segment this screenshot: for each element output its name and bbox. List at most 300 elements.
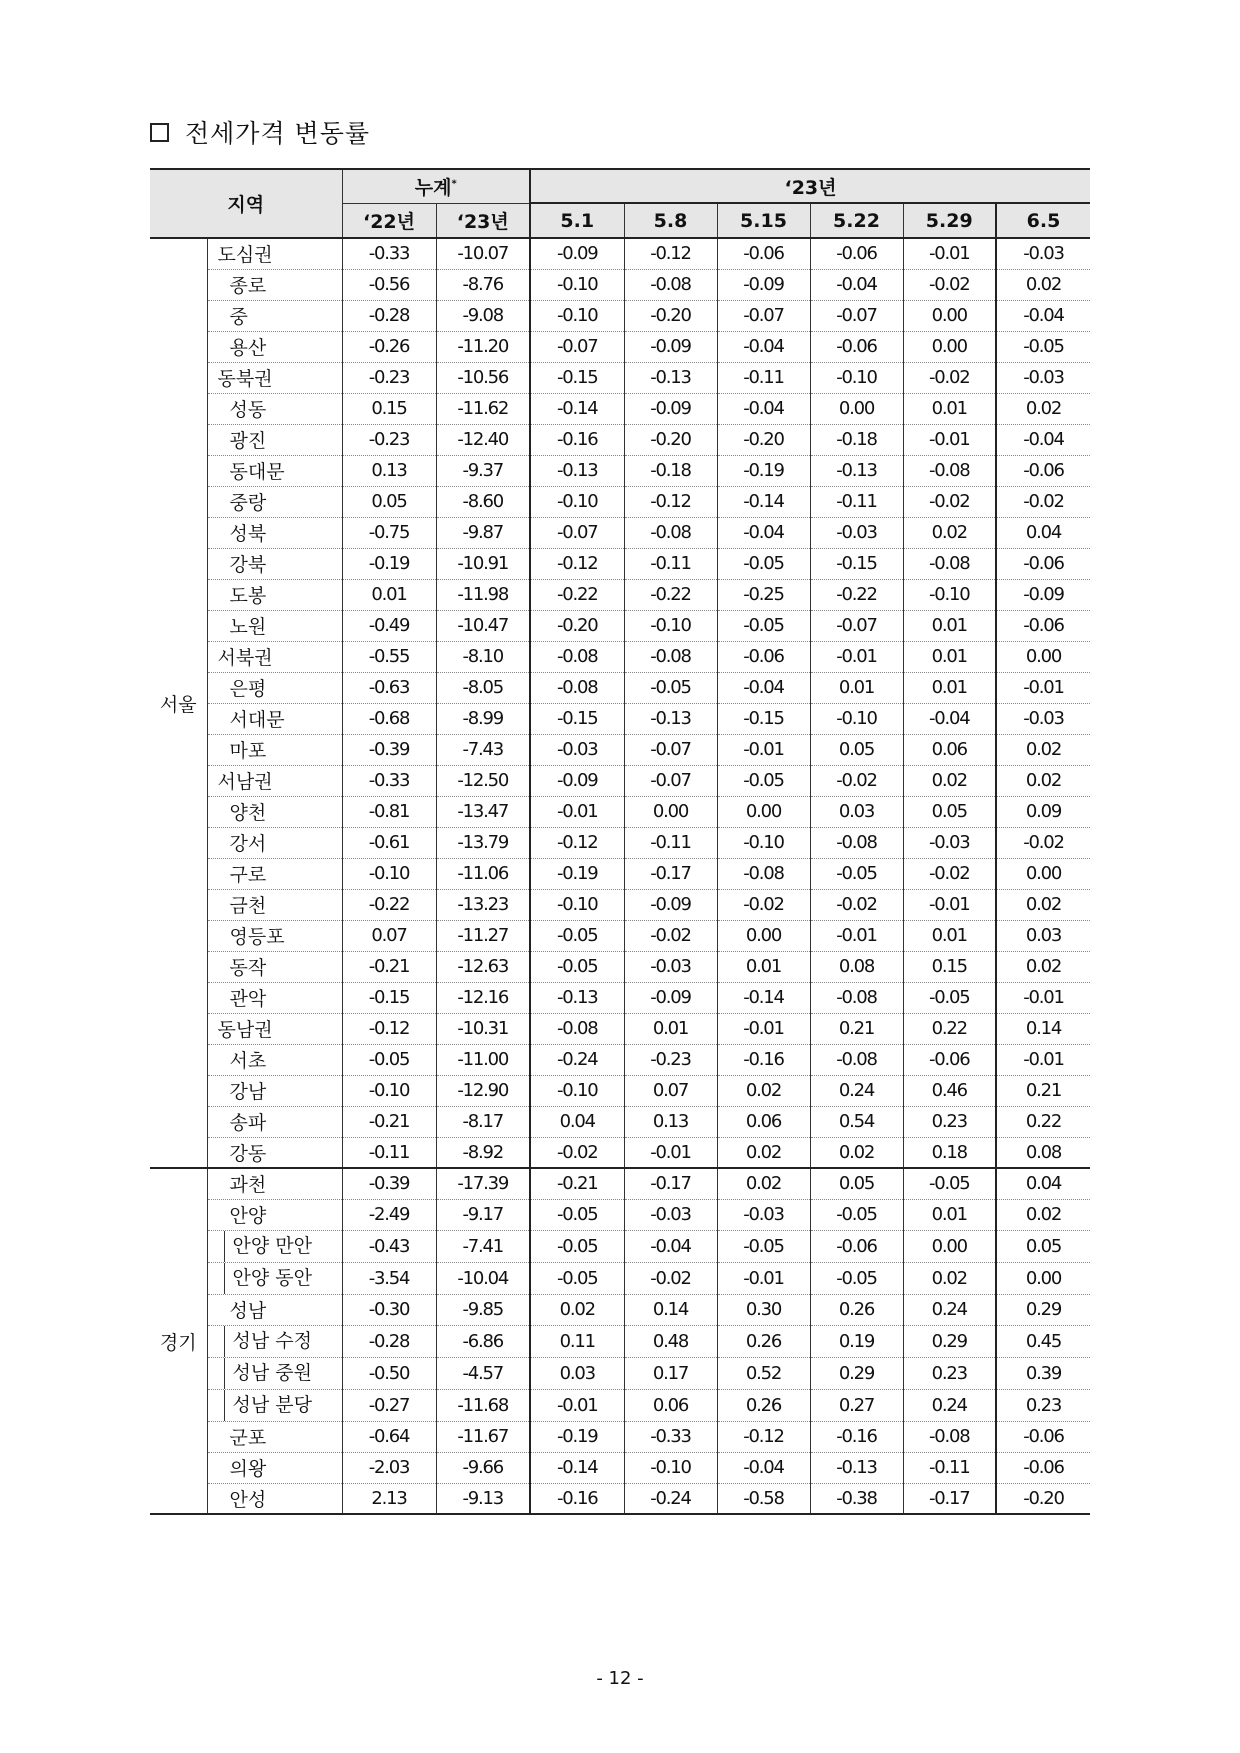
value-cell: -8.17 xyxy=(436,1106,530,1137)
value-cell: 0.02 xyxy=(903,1262,996,1294)
value-cell: -12.40 xyxy=(436,424,530,455)
value-cell: -9.66 xyxy=(436,1452,530,1483)
section-title-text: 전세가격 변동률 xyxy=(185,119,370,148)
checkbox-square-icon xyxy=(150,123,169,142)
region-name: 은평 xyxy=(207,672,342,703)
footnote-mark: * xyxy=(451,178,457,190)
region-name: 서남권 xyxy=(207,765,342,796)
value-cell: -0.20 xyxy=(530,610,624,641)
value-cell: -0.07 xyxy=(810,610,903,641)
value-cell: -0.23 xyxy=(342,424,436,455)
value-cell: -0.14 xyxy=(530,393,624,424)
value-cell: -10.91 xyxy=(436,548,530,579)
value-cell: -0.28 xyxy=(342,300,436,331)
value-cell: -13.79 xyxy=(436,827,530,858)
value-cell: -10.47 xyxy=(436,610,530,641)
table-row xyxy=(150,1168,1090,1199)
value-cell: -0.22 xyxy=(530,579,624,610)
value-cell: -0.01 xyxy=(810,920,903,951)
value-cell: 0.08 xyxy=(996,1137,1090,1168)
value-cell: -12.50 xyxy=(436,765,530,796)
value-cell: -0.38 xyxy=(810,1483,903,1514)
value-cell: -0.14 xyxy=(717,486,810,517)
value-cell: -0.02 xyxy=(996,827,1090,858)
value-cell: -11.68 xyxy=(436,1389,530,1421)
value-cell: -0.68 xyxy=(342,703,436,734)
value-cell: -0.05 xyxy=(717,1230,810,1262)
region-name: 성북 xyxy=(207,517,342,548)
value-cell: -0.09 xyxy=(530,765,624,796)
value-cell: -0.13 xyxy=(530,982,624,1013)
value-cell: -0.04 xyxy=(903,703,996,734)
value-cell: 0.00 xyxy=(903,1230,996,1262)
value-cell: -0.03 xyxy=(624,951,717,982)
value-cell: -0.05 xyxy=(624,672,717,703)
value-cell: -0.02 xyxy=(624,1262,717,1294)
value-cell: -0.39 xyxy=(342,1168,436,1199)
value-cell: -0.05 xyxy=(996,331,1090,362)
region-name-text: 성남 중원 xyxy=(232,1361,312,1384)
value-cell: 0.11 xyxy=(530,1325,624,1357)
value-cell: -0.03 xyxy=(903,827,996,858)
value-cell: -0.01 xyxy=(903,238,996,269)
region-name-text: 성남 분당 xyxy=(232,1393,312,1416)
value-cell: -10.31 xyxy=(436,1013,530,1044)
value-cell: 0.29 xyxy=(996,1294,1090,1325)
table-row xyxy=(150,1357,1090,1389)
value-cell: -0.30 xyxy=(342,1294,436,1325)
table-row xyxy=(150,1230,1090,1262)
value-cell: -0.50 xyxy=(342,1357,436,1389)
value-cell: -0.21 xyxy=(342,1106,436,1137)
value-cell: 0.03 xyxy=(810,796,903,827)
table-row xyxy=(150,703,1090,734)
header-cumulative: 누계* xyxy=(342,169,530,203)
region-name xyxy=(207,1230,342,1262)
value-cell: -0.02 xyxy=(530,1137,624,1168)
value-cell: -0.04 xyxy=(624,1230,717,1262)
value-cell: -0.04 xyxy=(717,672,810,703)
value-cell: -9.17 xyxy=(436,1199,530,1230)
value-cell: 0.23 xyxy=(903,1106,996,1137)
value-cell: -0.06 xyxy=(996,455,1090,486)
subheader-6: 5.29 xyxy=(903,203,996,238)
value-cell: -0.02 xyxy=(996,486,1090,517)
value-cell: -9.37 xyxy=(436,455,530,486)
jeonse-price-change-table xyxy=(150,168,1090,1515)
value-cell: -0.08 xyxy=(717,858,810,889)
value-cell: 0.22 xyxy=(996,1106,1090,1137)
value-cell: 0.04 xyxy=(996,1168,1090,1199)
value-cell: -0.13 xyxy=(810,455,903,486)
value-cell: -0.07 xyxy=(624,734,717,765)
table-row xyxy=(150,424,1090,455)
region-name: 강동 xyxy=(207,1137,342,1168)
table-row xyxy=(150,548,1090,579)
value-cell: -0.02 xyxy=(903,858,996,889)
value-cell: 0.02 xyxy=(530,1294,624,1325)
value-cell: -0.12 xyxy=(342,1013,436,1044)
value-cell: -0.04 xyxy=(717,393,810,424)
value-cell: -0.15 xyxy=(342,982,436,1013)
value-cell: -0.11 xyxy=(624,548,717,579)
value-cell: -0.03 xyxy=(996,362,1090,393)
value-cell: -0.07 xyxy=(810,300,903,331)
value-cell: -0.75 xyxy=(342,517,436,548)
value-cell: -0.09 xyxy=(624,982,717,1013)
value-cell: -0.03 xyxy=(530,734,624,765)
value-cell: -0.08 xyxy=(624,641,717,672)
region-name: 동북권 xyxy=(207,362,342,393)
value-cell: 0.05 xyxy=(342,486,436,517)
value-cell: -0.01 xyxy=(903,889,996,920)
value-cell: 0.06 xyxy=(717,1106,810,1137)
value-cell: 0.05 xyxy=(903,796,996,827)
value-cell: -0.10 xyxy=(530,889,624,920)
value-cell: -0.10 xyxy=(717,827,810,858)
table-row xyxy=(150,1389,1090,1421)
value-cell: 0.29 xyxy=(810,1357,903,1389)
value-cell: -0.08 xyxy=(530,641,624,672)
table-row xyxy=(150,858,1090,889)
page-number: - 12 - xyxy=(596,1668,644,1689)
value-cell: 0.01 xyxy=(624,1013,717,1044)
value-cell: -0.05 xyxy=(530,1230,624,1262)
value-cell: 0.01 xyxy=(903,610,996,641)
value-cell: 0.14 xyxy=(996,1013,1090,1044)
value-cell: 0.26 xyxy=(810,1294,903,1325)
value-cell: -0.25 xyxy=(717,579,810,610)
value-cell: -0.06 xyxy=(810,331,903,362)
region-name: 서대문 xyxy=(207,703,342,734)
value-cell: -12.90 xyxy=(436,1075,530,1106)
table-row xyxy=(150,1106,1090,1137)
header-year23: ‘23년 xyxy=(530,169,1090,203)
region-name: 구로 xyxy=(207,858,342,889)
value-cell: 0.02 xyxy=(996,889,1090,920)
value-cell: -7.43 xyxy=(436,734,530,765)
value-cell: -0.06 xyxy=(810,238,903,269)
region-name: 강서 xyxy=(207,827,342,858)
value-cell: -8.05 xyxy=(436,672,530,703)
value-cell: -0.01 xyxy=(810,641,903,672)
region-name: 동남권 xyxy=(207,1013,342,1044)
value-cell: -0.09 xyxy=(624,331,717,362)
value-cell: 0.02 xyxy=(996,1199,1090,1230)
region-name: 용산 xyxy=(207,331,342,362)
value-cell: -0.05 xyxy=(717,548,810,579)
value-cell: -0.16 xyxy=(530,424,624,455)
value-cell: -9.85 xyxy=(436,1294,530,1325)
region-name: 종로 xyxy=(207,269,342,300)
table-row xyxy=(150,951,1090,982)
value-cell: -9.87 xyxy=(436,517,530,548)
table-row xyxy=(150,610,1090,641)
value-cell: 0.21 xyxy=(810,1013,903,1044)
value-cell: -0.10 xyxy=(810,703,903,734)
table-row xyxy=(150,889,1090,920)
value-cell: -0.06 xyxy=(996,1421,1090,1452)
region-name: 중 xyxy=(207,300,342,331)
region-name: 노원 xyxy=(207,610,342,641)
region-name: 성동 xyxy=(207,393,342,424)
region-name: 송파 xyxy=(207,1106,342,1137)
value-cell: -0.01 xyxy=(903,424,996,455)
table-row xyxy=(150,455,1090,486)
value-cell: -0.03 xyxy=(624,1199,717,1230)
value-cell: -0.03 xyxy=(996,238,1090,269)
value-cell: -0.05 xyxy=(903,982,996,1013)
value-cell: -0.56 xyxy=(342,269,436,300)
value-cell: -10.04 xyxy=(436,1262,530,1294)
value-cell: 0.54 xyxy=(810,1106,903,1137)
value-cell: -0.01 xyxy=(717,1262,810,1294)
value-cell: -0.20 xyxy=(624,300,717,331)
value-cell: -0.05 xyxy=(717,765,810,796)
table-row xyxy=(150,1294,1090,1325)
value-cell: -0.21 xyxy=(530,1168,624,1199)
value-cell: 0.26 xyxy=(717,1325,810,1357)
value-cell: -0.33 xyxy=(342,765,436,796)
value-cell: -4.57 xyxy=(436,1357,530,1389)
value-cell: -9.13 xyxy=(436,1483,530,1514)
table-row xyxy=(150,1013,1090,1044)
value-cell: -0.05 xyxy=(530,920,624,951)
value-cell: -0.16 xyxy=(717,1044,810,1075)
value-cell: -0.10 xyxy=(342,858,436,889)
value-cell: 0.03 xyxy=(996,920,1090,951)
value-cell: -0.49 xyxy=(342,610,436,641)
value-cell: 0.01 xyxy=(810,672,903,703)
value-cell: 0.02 xyxy=(996,269,1090,300)
value-cell: -0.01 xyxy=(996,1044,1090,1075)
value-cell: -8.99 xyxy=(436,703,530,734)
region-name: 과천 xyxy=(207,1168,342,1199)
value-cell: -0.01 xyxy=(530,796,624,827)
section-title xyxy=(150,112,370,152)
value-cell: -11.00 xyxy=(436,1044,530,1075)
value-cell: -11.98 xyxy=(436,579,530,610)
value-cell: 0.21 xyxy=(996,1075,1090,1106)
region-name: 의왕 xyxy=(207,1452,342,1483)
value-cell: -0.55 xyxy=(342,641,436,672)
value-cell: -0.05 xyxy=(810,1262,903,1294)
value-cell: -0.04 xyxy=(717,1452,810,1483)
value-cell: 0.23 xyxy=(903,1357,996,1389)
value-cell: -0.06 xyxy=(717,641,810,672)
region-name: 도봉 xyxy=(207,579,342,610)
value-cell: -0.08 xyxy=(810,982,903,1013)
value-cell: -0.22 xyxy=(342,889,436,920)
value-cell: 0.18 xyxy=(903,1137,996,1168)
value-cell: -10.56 xyxy=(436,362,530,393)
value-cell: 0.29 xyxy=(903,1325,996,1357)
value-cell: -11.20 xyxy=(436,331,530,362)
value-cell: -0.61 xyxy=(342,827,436,858)
value-cell: -0.04 xyxy=(717,517,810,548)
value-cell: -0.09 xyxy=(624,889,717,920)
table-row xyxy=(150,765,1090,796)
value-cell: -0.21 xyxy=(342,951,436,982)
value-cell: -0.01 xyxy=(996,982,1090,1013)
value-cell: -0.03 xyxy=(717,1199,810,1230)
value-cell: 0.15 xyxy=(342,393,436,424)
value-cell: -0.02 xyxy=(903,486,996,517)
value-cell: 0.02 xyxy=(717,1075,810,1106)
value-cell: -0.05 xyxy=(342,1044,436,1075)
table-row xyxy=(150,796,1090,827)
value-cell: -0.22 xyxy=(624,579,717,610)
value-cell: 0.00 xyxy=(996,1262,1090,1294)
value-cell: -0.16 xyxy=(530,1483,624,1514)
value-cell: 0.04 xyxy=(530,1106,624,1137)
value-cell: 0.01 xyxy=(717,951,810,982)
value-cell: -2.03 xyxy=(342,1452,436,1483)
value-cell: -0.12 xyxy=(624,238,717,269)
value-cell: -0.39 xyxy=(342,734,436,765)
subheader-2: 5.1 xyxy=(530,203,624,238)
value-cell: -8.60 xyxy=(436,486,530,517)
value-cell: -0.06 xyxy=(996,1452,1090,1483)
region-name: 서북권 xyxy=(207,641,342,672)
region-name: 양천 xyxy=(207,796,342,827)
value-cell: -0.18 xyxy=(810,424,903,455)
value-cell: -0.12 xyxy=(717,1421,810,1452)
value-cell: -0.13 xyxy=(624,703,717,734)
value-cell: 0.22 xyxy=(903,1013,996,1044)
value-cell: -0.07 xyxy=(530,331,624,362)
value-cell: -0.05 xyxy=(530,951,624,982)
value-cell: -0.17 xyxy=(903,1483,996,1514)
value-cell: 0.14 xyxy=(624,1294,717,1325)
table-row xyxy=(150,1137,1090,1168)
value-cell: -0.20 xyxy=(996,1483,1090,1514)
value-cell: -0.12 xyxy=(530,548,624,579)
value-cell: 0.45 xyxy=(996,1325,1090,1357)
value-cell: -0.17 xyxy=(624,858,717,889)
value-cell: -0.14 xyxy=(717,982,810,1013)
value-cell: -8.10 xyxy=(436,641,530,672)
value-cell: -0.04 xyxy=(717,331,810,362)
value-cell: -0.13 xyxy=(530,455,624,486)
value-cell: -0.05 xyxy=(810,1199,903,1230)
value-cell: 0.07 xyxy=(342,920,436,951)
value-cell: -0.18 xyxy=(624,455,717,486)
value-cell: -0.22 xyxy=(810,579,903,610)
value-cell: 0.48 xyxy=(624,1325,717,1357)
region-name-text: 안양 동안 xyxy=(232,1266,312,1289)
value-cell: 2.13 xyxy=(342,1483,436,1514)
value-cell: -0.64 xyxy=(342,1421,436,1452)
table-row xyxy=(150,331,1090,362)
value-cell: -0.06 xyxy=(717,238,810,269)
value-cell: -10.07 xyxy=(436,238,530,269)
value-cell: -0.10 xyxy=(530,269,624,300)
table-row xyxy=(150,393,1090,424)
region-name: 성남 xyxy=(207,1294,342,1325)
region-name: 관악 xyxy=(207,982,342,1013)
value-cell: -11.27 xyxy=(436,920,530,951)
region-name xyxy=(207,1262,342,1294)
value-cell: -0.07 xyxy=(624,765,717,796)
value-cell: -0.05 xyxy=(903,1168,996,1199)
value-cell: -3.54 xyxy=(342,1262,436,1294)
value-cell: -0.63 xyxy=(342,672,436,703)
value-cell: 0.02 xyxy=(996,393,1090,424)
region-name xyxy=(207,1357,342,1389)
value-cell: 0.39 xyxy=(996,1357,1090,1389)
value-cell: 0.08 xyxy=(810,951,903,982)
value-cell: -0.16 xyxy=(810,1421,903,1452)
value-cell: -0.08 xyxy=(624,517,717,548)
value-cell: 0.00 xyxy=(717,920,810,951)
value-cell: 0.01 xyxy=(903,641,996,672)
value-cell: -0.13 xyxy=(810,1452,903,1483)
value-cell: -0.09 xyxy=(624,393,717,424)
table-row xyxy=(150,486,1090,517)
value-cell: -0.07 xyxy=(717,300,810,331)
region-name: 안성 xyxy=(207,1483,342,1514)
value-cell: 0.03 xyxy=(530,1357,624,1389)
value-cell: -0.15 xyxy=(530,362,624,393)
value-cell: 0.00 xyxy=(996,858,1090,889)
value-cell: -0.27 xyxy=(342,1389,436,1421)
value-cell: -0.10 xyxy=(342,1075,436,1106)
value-cell: -12.63 xyxy=(436,951,530,982)
value-cell: -2.49 xyxy=(342,1199,436,1230)
table-row xyxy=(150,1483,1090,1514)
table-row xyxy=(150,1262,1090,1294)
table-row xyxy=(150,300,1090,331)
subheader-3: 5.8 xyxy=(624,203,717,238)
value-cell: 0.01 xyxy=(903,1199,996,1230)
value-cell: 0.23 xyxy=(996,1389,1090,1421)
value-cell: -0.01 xyxy=(530,1389,624,1421)
value-cell: -0.26 xyxy=(342,331,436,362)
value-cell: -0.81 xyxy=(342,796,436,827)
value-cell: -17.39 xyxy=(436,1168,530,1199)
value-cell: -0.02 xyxy=(717,889,810,920)
value-cell: -0.15 xyxy=(810,548,903,579)
region-name: 영등포 xyxy=(207,920,342,951)
value-cell: -8.92 xyxy=(436,1137,530,1168)
value-cell: 0.01 xyxy=(342,579,436,610)
value-cell: -0.33 xyxy=(624,1421,717,1452)
table-row xyxy=(150,734,1090,765)
value-cell: 0.02 xyxy=(903,765,996,796)
value-cell: -0.10 xyxy=(903,579,996,610)
table-row xyxy=(150,1199,1090,1230)
value-cell: 0.01 xyxy=(903,393,996,424)
table-row xyxy=(150,1452,1090,1483)
region-name-text: 성남 수정 xyxy=(232,1329,312,1352)
region-name-text: 안양 만안 xyxy=(232,1234,312,1257)
value-cell: -0.02 xyxy=(624,920,717,951)
value-cell: -0.09 xyxy=(717,269,810,300)
value-cell: -0.01 xyxy=(624,1137,717,1168)
value-cell: -0.04 xyxy=(996,424,1090,455)
value-cell: -0.20 xyxy=(717,424,810,455)
value-cell: -0.19 xyxy=(717,455,810,486)
value-cell: -0.09 xyxy=(996,579,1090,610)
value-cell: -0.11 xyxy=(810,486,903,517)
value-cell: -12.16 xyxy=(436,982,530,1013)
table-row xyxy=(150,1421,1090,1452)
value-cell: -0.10 xyxy=(810,362,903,393)
value-cell: -0.23 xyxy=(342,362,436,393)
value-cell: -0.07 xyxy=(530,517,624,548)
value-cell: -0.17 xyxy=(624,1168,717,1199)
